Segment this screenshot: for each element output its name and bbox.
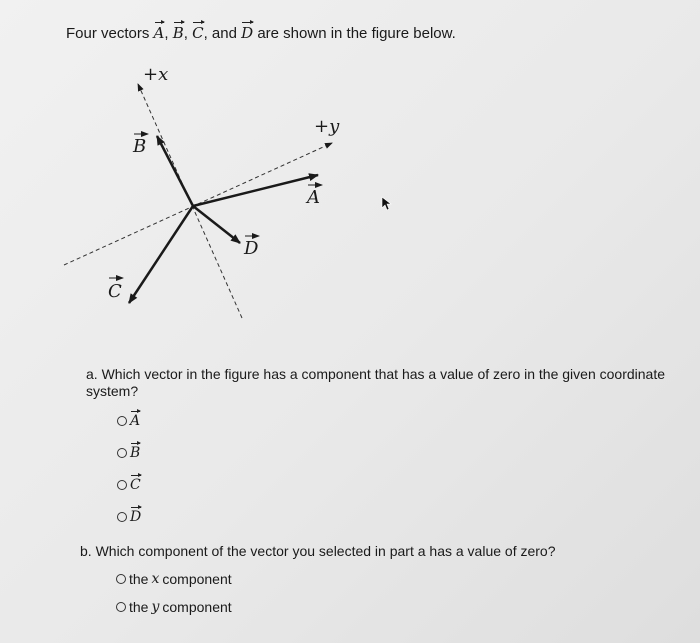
vector-d-label [243, 236, 259, 259]
svg-text:B: B [133, 136, 147, 157]
svg-text:D: D [244, 238, 259, 259]
vector-d-arrow [193, 206, 240, 243]
vector-a-label [305, 185, 322, 208]
mouse-cursor-icon [381, 196, 393, 212]
option-label-pre: the [129, 571, 149, 587]
radio-button-icon[interactable] [117, 512, 127, 522]
vector-a-inline: A [153, 24, 165, 42]
option-label: B [130, 445, 141, 461]
option-label-pre: the [129, 599, 149, 615]
comma: , [183, 25, 188, 42]
radio-button-icon[interactable] [116, 574, 126, 584]
svg-text:A: A [307, 187, 320, 208]
vector-a-arrow [193, 175, 318, 206]
option-label-post: component [162, 599, 232, 615]
prompt-end: are shown in the figure below. [257, 25, 456, 42]
option-label-post: component [162, 571, 232, 587]
option-vector-c[interactable] [117, 477, 141, 493]
radio-button-icon[interactable] [116, 602, 126, 612]
vector-b-inline: B [172, 24, 184, 42]
vector-c-label [108, 278, 123, 302]
comma: , [164, 25, 169, 42]
option-y-component[interactable] [116, 599, 232, 615]
radio-button-icon[interactable] [117, 480, 127, 490]
vector-b-label [132, 134, 148, 157]
x-axis-label: +x [143, 64, 169, 85]
and-separator: , and [203, 25, 237, 42]
vector-c-inline: C [192, 24, 204, 42]
vector-d-inline: D [241, 24, 254, 42]
radio-button-icon[interactable] [117, 416, 127, 426]
option-vector-b[interactable] [117, 445, 140, 461]
prompt-start: Four vectors [66, 25, 150, 42]
option-label: C [130, 477, 141, 493]
option-variable: x [151, 571, 160, 587]
option-variable: y [151, 599, 160, 615]
option-label: A [130, 413, 141, 429]
vector-b-arrow [157, 136, 193, 206]
option-label: D [130, 509, 142, 525]
y-axis-label: +y [314, 116, 340, 137]
question-a-text: a. Which vector in the figure has a component that has a value of zero in the given coordinate system? [86, 366, 666, 399]
radio-button-icon[interactable] [117, 448, 127, 458]
question-b-text: b. Which component of the vector you selected in part a has a value of zero? [80, 543, 556, 559]
svg-text:C: C [108, 281, 122, 302]
option-vector-d[interactable] [117, 509, 141, 525]
option-x-component[interactable] [116, 571, 232, 587]
option-vector-a[interactable] [117, 413, 140, 429]
